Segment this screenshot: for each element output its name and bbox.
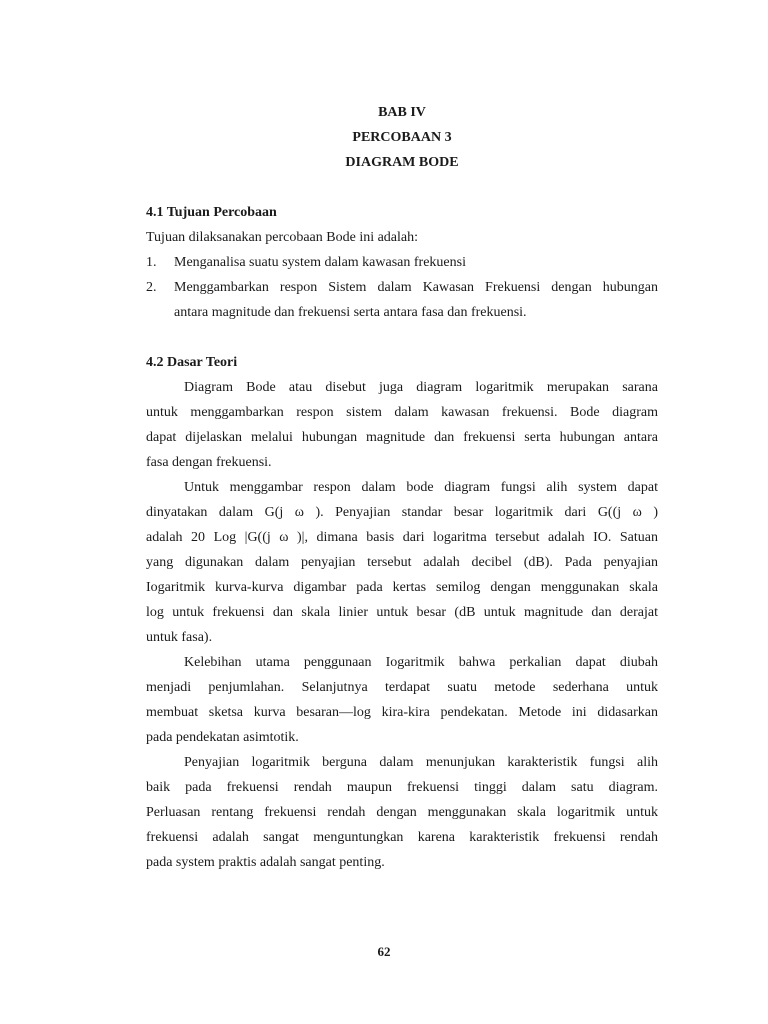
section-heading: 4.2 Dasar Teori (146, 355, 238, 370)
spacer (146, 325, 658, 350)
list-item (146, 250, 658, 275)
topic-title: DIAGRAM BODE (345, 155, 459, 170)
paragraph-line: log untuk frekuensi dan skala linier untuk besar (dB untuk magnitude dan derajat (146, 605, 658, 620)
paragraph-line: yang digunakan dalam penyajian tersebut adalah decibel (dB). Pada penyajian (146, 555, 658, 570)
paragraph-line: fasa dengan frekuensi. (146, 455, 272, 470)
list-text: Menggambarkan respon Sistem dalam Kawasan Frekuensi dengan hubungan (174, 280, 658, 295)
spacer (146, 175, 658, 200)
section-heading: 4.1 Tujuan Percobaan (146, 205, 277, 220)
paragraph-line: dapat dijelaskan melalui hubungan magnitude dan frekuensi serta hubungan antara (146, 430, 658, 445)
chapter-titles (146, 100, 658, 175)
section-objectives (146, 200, 658, 325)
paragraph-line: untuk fasa). (146, 630, 213, 645)
list-item (146, 275, 658, 300)
section-theory (146, 350, 658, 875)
paragraph-line: Untuk menggambar respon dalam bode diagram fungsi alih system dapat (184, 480, 658, 495)
paragraph-line: baik pada frekuensi rendah maupun frekuensi tinggi dalam satu diagram. (146, 780, 658, 795)
paragraph-line: adalah 20 Log |G((j ω )|, dimana basis dari logaritma tersebut adalah IO. Satuan (146, 530, 658, 545)
paragraph-line: membuat sketsa kurva besaran—log kira-kira pendekatan. Metode ini didasarkan (146, 705, 658, 720)
experiment-title: PERCOBAAN 3 (352, 130, 452, 145)
paragraph-line: pada pendekatan asimtotik. (146, 730, 299, 745)
list-text-continued: antara magnitude dan frekuensi serta antara fasa dan frekuensi. (174, 305, 527, 320)
paragraph-line: untuk menggambarkan respon sistem dalam kawasan frekuensi. Bode diagram (146, 405, 658, 420)
paragraph (146, 750, 658, 875)
paragraph-line: dinyatakan dalam G(j ω ). Penyajian standar besar logaritmik dari G((j ω ) (146, 505, 658, 520)
paragraph-line: menjadi penjumlahan. Selanjutnya terdapat suatu metode sederhana untuk (146, 680, 658, 695)
paragraph (146, 375, 658, 475)
paragraph-line: Kelebihan utama penggunaan Iogaritmik bahwa perkalian dapat diubah (184, 655, 658, 670)
paragraph-line: Iogaritmik kurva-kurva digambar pada kertas semilog dengan menggunakan skala (146, 580, 658, 595)
section-intro: Tujuan dilaksanakan percobaan Bode ini adalah: (146, 230, 419, 245)
paragraph-line: Perluasan rentang frekuensi rendah dengan menggunakan skala logaritmik untuk (146, 805, 658, 820)
list-number: 2. (146, 280, 157, 295)
page-number: 62 (377, 944, 391, 959)
paragraph-line: Penyajian logaritmik berguna dalam menunjukan karakteristik fungsi alih (184, 755, 658, 770)
paragraph (146, 650, 658, 750)
paragraph-line: pada system praktis adalah sangat penting. (146, 855, 385, 870)
list-text: Menganalisa suatu system dalam kawasan frekuensi (174, 255, 466, 270)
paragraph-line: frekuensi adalah sangat menguntungkan karena karakteristik frekuensi rendah (146, 830, 658, 845)
paragraph (146, 475, 658, 650)
paragraph-line: Diagram Bode atau disebut juga diagram logaritmik merupakan sarana (184, 380, 658, 395)
list-number: 1. (146, 255, 157, 270)
chapter-title: BAB IV (378, 105, 426, 120)
objectives-list (146, 250, 658, 325)
theory-paragraphs (146, 375, 658, 875)
page-content (146, 100, 658, 875)
